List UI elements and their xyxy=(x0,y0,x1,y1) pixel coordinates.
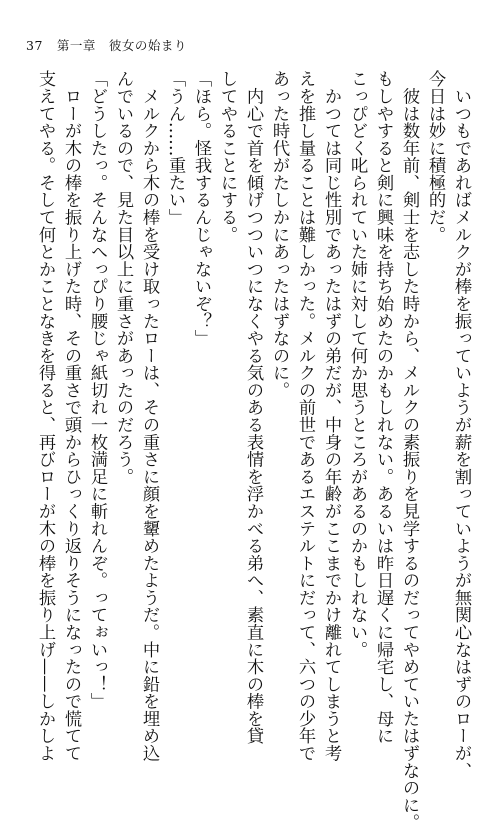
page-number: 37 xyxy=(26,38,43,53)
dialogue-line: 「うん……重たい」 xyxy=(165,70,185,226)
running-header xyxy=(26,36,187,54)
text-line: 今日は妙に積極的だ。 xyxy=(425,70,445,243)
dialogue-line: 「どうしたっ。そんなへっぴり腰じゃ紙切れ一枚満足に斬れんぞ。ってぉいっ！」 xyxy=(87,70,107,710)
text-line: してやることにする。 xyxy=(217,70,237,243)
text-line: かつては同じ性別であったはずの弟だが、中身の年齢がここまでかけ離れてしまうと考 xyxy=(321,70,341,762)
vertical-body-text xyxy=(32,70,474,831)
text-line: 内心で首を傾げつついつになくやる気のある表情を浮かべる弟へ、素直に木の棒を貸 xyxy=(243,70,263,745)
text-line: いつもであればメルクが棒を振っていようが薪を割っていようが無関心なはずのローが、 xyxy=(451,70,471,779)
text-line: んでいるので、見た目以上に重さがあったのだろう。 xyxy=(113,70,133,485)
dialogue-line: 「ほら。怪我するんじゃないぞ？」 xyxy=(191,70,211,347)
text-line: 支えてやる。そして何とかことなきを得ると、再びローが木の棒を振り上げ——しかしよ xyxy=(35,70,55,762)
text-line: もしやすると剣に興味を持ち始めたのかもしれない。あるいは昨日遅くに帰宅し、母に xyxy=(373,70,393,745)
text-line: ローが木の棒を振り上げた時、その重さで頭からひっくり返りそうになったので慌てて xyxy=(61,70,81,762)
text-line: メルクから木の棒を受け取ったローは、その重さに顔を顰めたようだ。中に鉛を埋め込 xyxy=(139,70,159,762)
text-line: こっぴどく叱られていた姉に対して何か思うところがあるのかもしれない。 xyxy=(347,70,367,658)
text-line: あった時代がたしかにあったはずなのに。 xyxy=(269,70,289,399)
text-line: えを推し量ることは難しかった。メルクの前世であるエステルトにだって、六つの少年で xyxy=(295,70,315,762)
text-line: 彼は数年前、剣士を志した時から、メルクの素振りを見学するのだってやめていたはずなのに。 xyxy=(399,70,419,831)
chapter-title: 第一章 彼女の始まり xyxy=(56,38,187,53)
